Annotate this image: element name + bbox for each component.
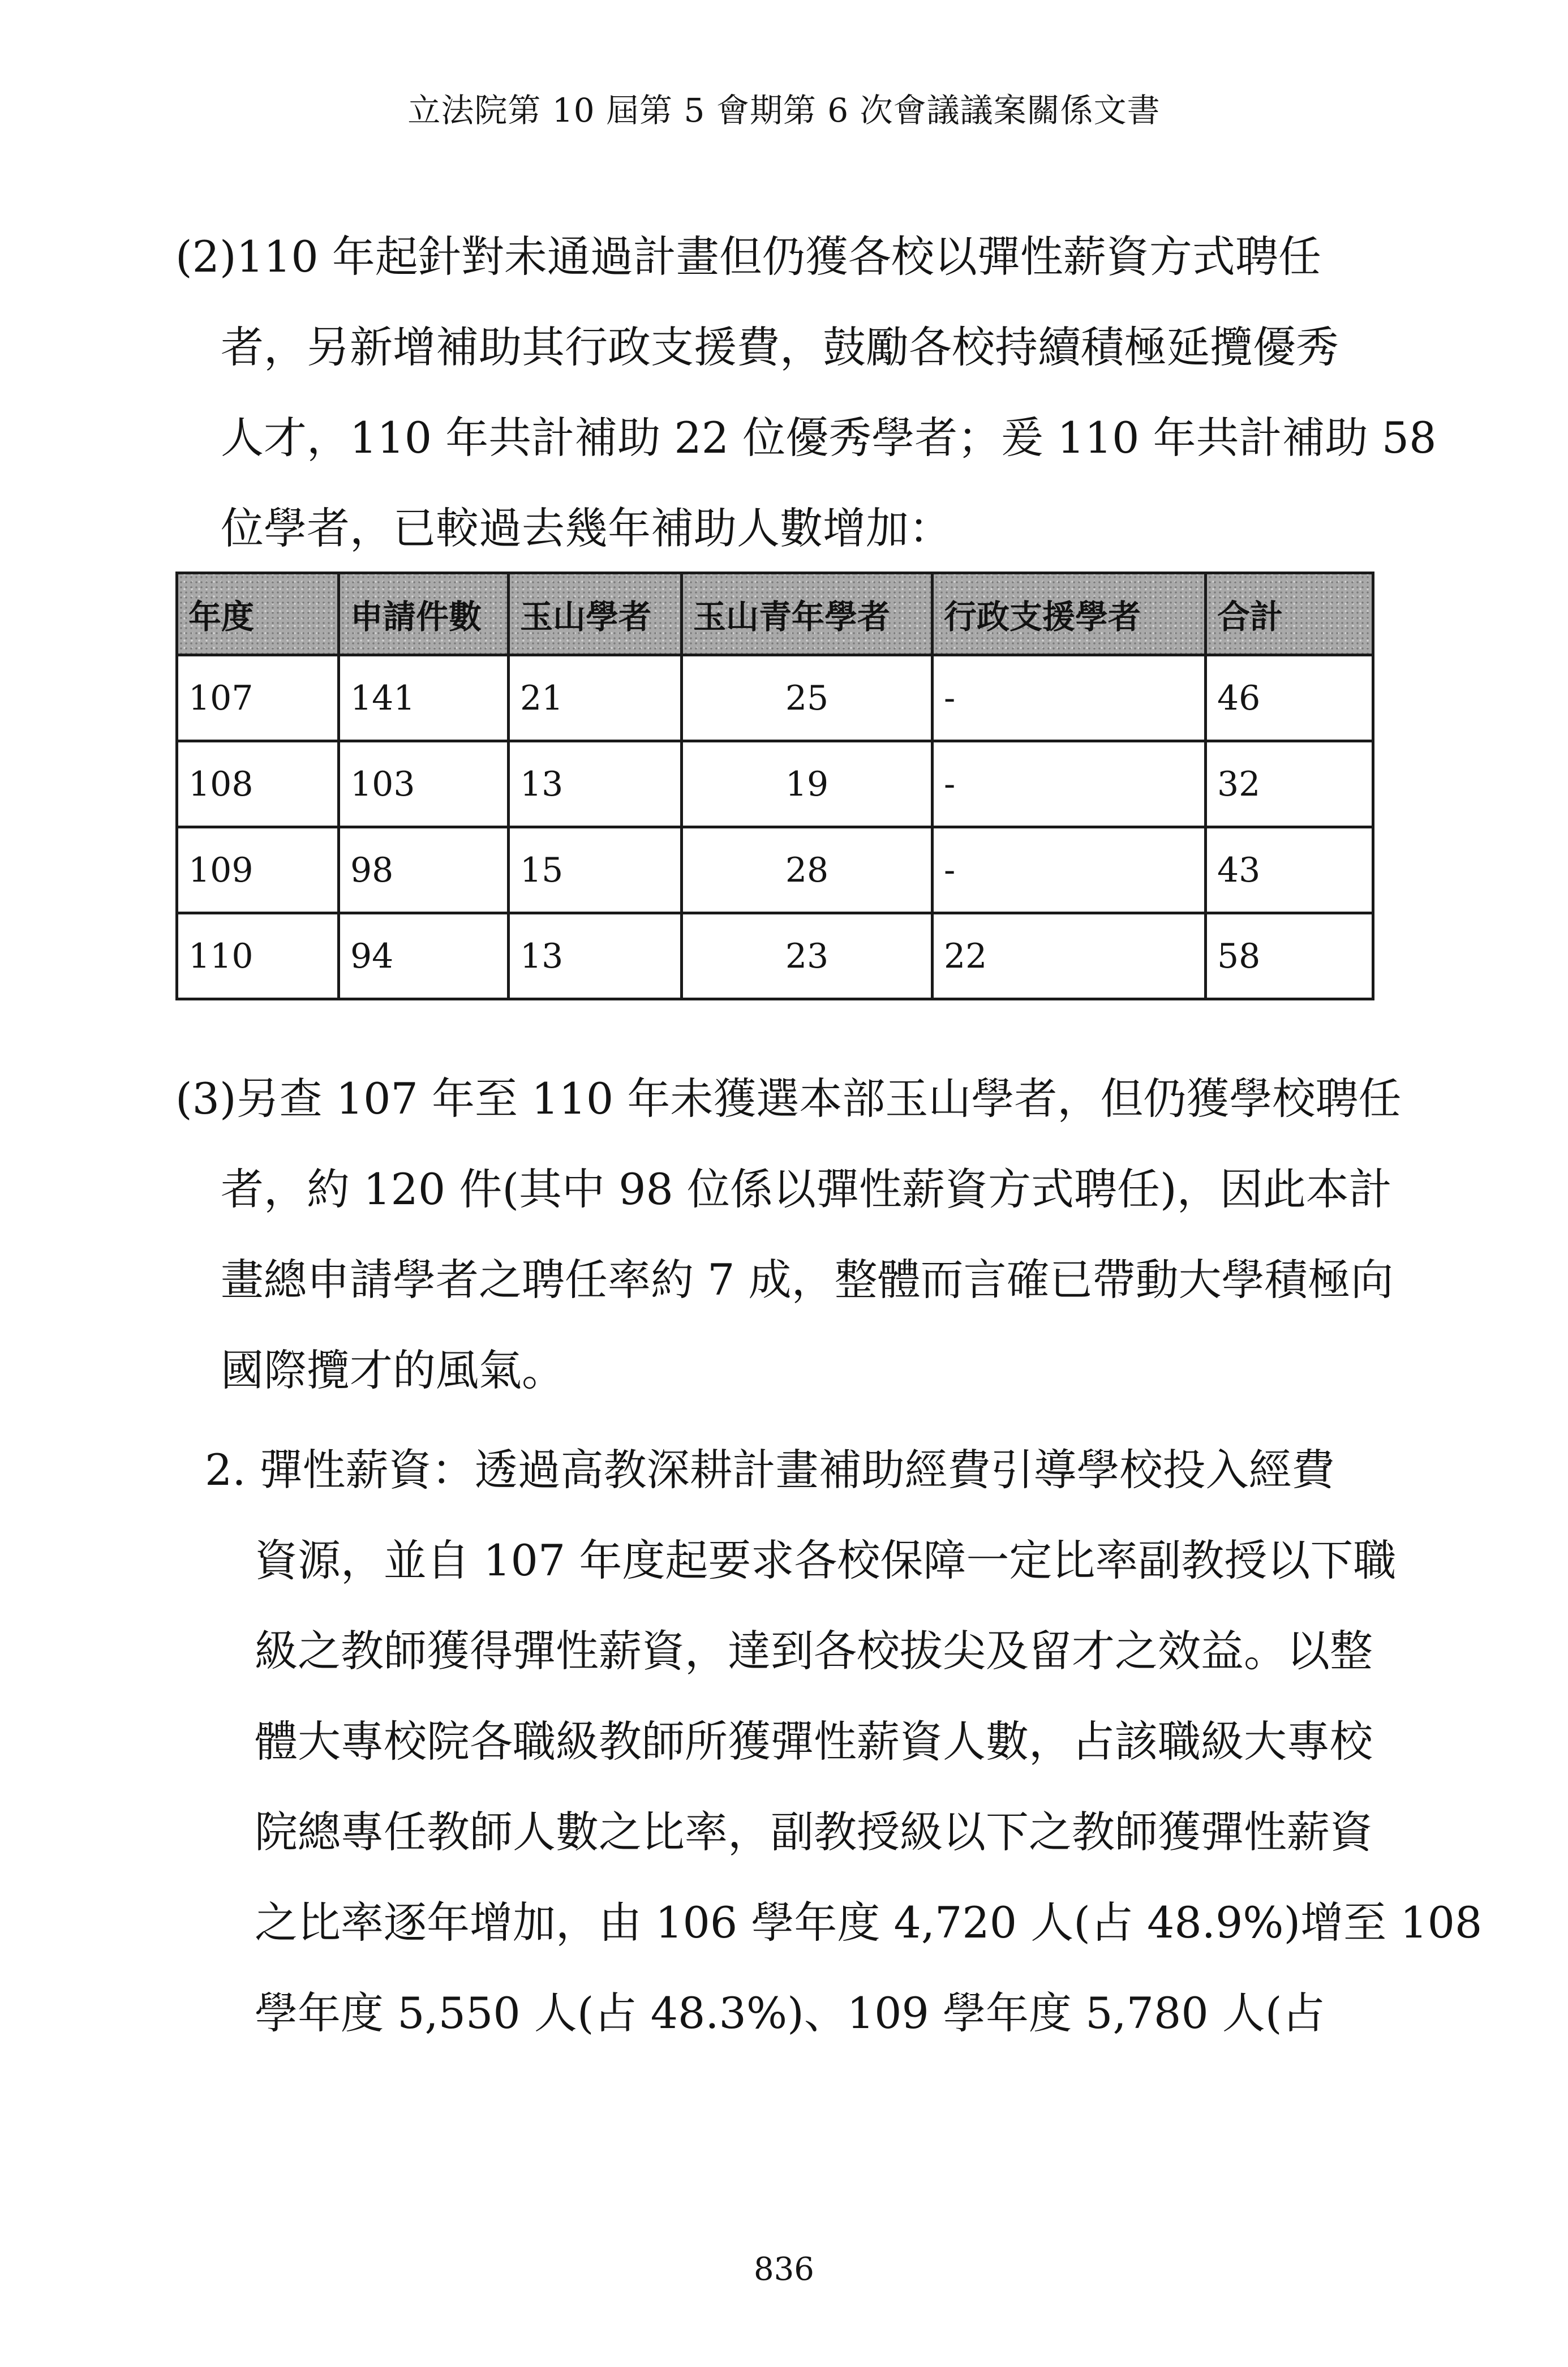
cell-yushan-young-scholars: 23	[682, 913, 933, 999]
cell-year: 108	[177, 741, 339, 827]
section-2-paragraph	[205, 1425, 1483, 2059]
header-year: 年度	[177, 573, 339, 655]
text-line: 學年度 5,550 人(占 48.3%)、109 學年度 5,780 人(占	[255, 1988, 1325, 2038]
text-line: 體大專校院各職級教師所獲彈性薪資人數，占該職級大專校	[255, 1716, 1373, 1767]
text-line: 國際攬才的風氣。	[221, 1345, 565, 1395]
item-3-paragraph	[175, 1054, 1402, 1416]
table-row	[177, 741, 1373, 827]
cell-yushan-scholars: 13	[509, 741, 682, 827]
cell-total: 58	[1206, 913, 1373, 999]
header-total: 合計	[1206, 573, 1373, 655]
text-line: (2)110 年起針對未通過計畫但仍獲各校以彈性薪資方式聘任	[175, 231, 1321, 282]
cell-yushan-scholars: 15	[509, 827, 682, 913]
cell-year: 110	[177, 913, 339, 999]
cell-admin-support-scholars: -	[933, 827, 1206, 913]
cell-admin-support-scholars: 22	[933, 913, 1206, 999]
header-applications: 申請件數	[339, 573, 509, 655]
cell-year: 107	[177, 655, 339, 741]
cell-applications: 103	[339, 741, 509, 827]
text-line: 者，另新增補助其行政支援費，鼓勵各校持續積極延攬優秀	[221, 322, 1339, 372]
cell-yushan-scholars: 13	[509, 913, 682, 999]
item-2-paragraph	[175, 212, 1437, 574]
cell-yushan-scholars: 21	[509, 655, 682, 741]
cell-total: 32	[1206, 741, 1373, 827]
table-row	[177, 655, 1373, 741]
scholar-subsidy-table	[175, 572, 1374, 1000]
cell-applications: 98	[339, 827, 509, 913]
text-line: 資源，並自 107 年度起要求各校保障一定比率副教授以下職	[255, 1535, 1397, 1586]
page-number: 836	[754, 2251, 814, 2288]
text-line: 者，約 120 件(其中 98 位係以彈性薪資方式聘任)，因此本計	[221, 1164, 1392, 1214]
cell-yushan-young-scholars: 28	[682, 827, 933, 913]
header-admin-support-scholars: 行政支援學者	[933, 573, 1206, 655]
cell-total: 46	[1206, 655, 1373, 741]
cell-yushan-young-scholars: 25	[682, 655, 933, 741]
cell-yushan-young-scholars: 19	[682, 741, 933, 827]
table-row	[177, 827, 1373, 913]
text-line: 2. 彈性薪資：透過高教深耕計畫補助經費引導學校投入經費	[205, 1445, 1335, 1495]
cell-admin-support-scholars: -	[933, 655, 1206, 741]
document-header: 立法院第 10 屆第 5 會期第 6 次會議議案關係文書	[407, 91, 1161, 130]
table-row	[177, 913, 1373, 999]
cell-applications: 94	[339, 913, 509, 999]
text-line: 人才，110 年共計補助 22 位優秀學者；爰 110 年共計補助 58	[221, 413, 1437, 463]
header-yushan-young-scholars: 玉山青年學者	[682, 573, 933, 655]
cell-year: 109	[177, 827, 339, 913]
table-header-row	[177, 573, 1373, 655]
cell-applications: 141	[339, 655, 509, 741]
text-line: 位學者，已較過去幾年補助人數增加：	[221, 503, 952, 553]
text-line: 之比率逐年增加，由 106 學年度 4,720 人(占 48.9%)增至 108	[255, 1897, 1483, 1948]
text-line: (3)另查 107 年至 110 年未獲選本部玉山學者，但仍獲學校聘任	[175, 1073, 1402, 1124]
header-yushan-scholars: 玉山學者	[509, 573, 682, 655]
text-line: 畫總申請學者之聘任率約 7 成，整體而言確已帶動大學積極向	[221, 1255, 1394, 1305]
text-line: 院總專任教師人數之比率，副教授級以下之教師獲彈性薪資	[255, 1807, 1373, 1857]
text-line: 級之教師獲得彈性薪資，達到各校拔尖及留才之效益。以整	[255, 1626, 1373, 1676]
cell-admin-support-scholars: -	[933, 741, 1206, 827]
cell-total: 43	[1206, 827, 1373, 913]
